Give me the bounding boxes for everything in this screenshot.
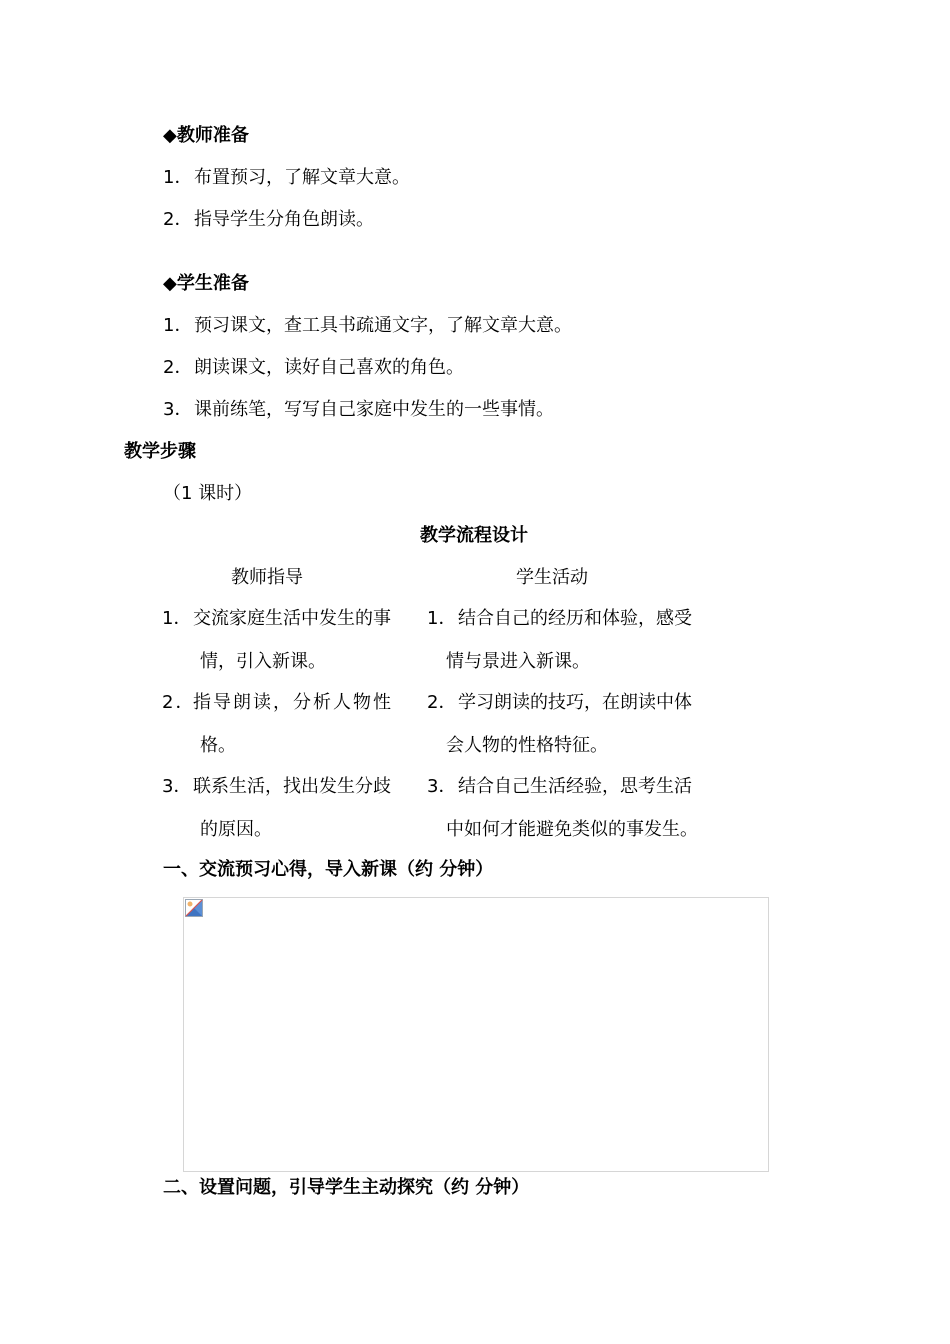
cell-number: 1． [162, 608, 192, 629]
period-note: （1 课时） [163, 483, 253, 504]
teacher-cell-continuation: 情，引入新课。 [200, 651, 326, 672]
section-heading-2: 二、设置问题，引导学生主动探究（约 分钟） [163, 1177, 530, 1198]
item-text: 朗读课文，读好自己喜欢的角色。 [194, 357, 464, 378]
teacher-prep-heading: ◆教师准备 [163, 125, 249, 146]
item-text: 指导学生分角色朗读。 [194, 209, 374, 230]
teacher-prep-item [163, 208, 374, 232]
teacher-cell [162, 607, 391, 631]
cell-text: 联系生活，找出发生分歧 [193, 776, 391, 797]
student-cell [427, 691, 692, 715]
cell-text: 学习朗读的技巧，在朗读中体 [458, 692, 692, 713]
section-heading-1: 一、交流预习心得，导入新课（约 分钟） [163, 859, 494, 880]
cell-text: 交流家庭生活中发生的事 [193, 608, 391, 629]
image-placeholder [183, 897, 769, 1172]
student-prep-item [163, 398, 554, 422]
broken-image-icon [185, 899, 203, 917]
cell-number: 1． [427, 608, 457, 629]
teacher-cell [162, 691, 393, 715]
item-number: 2． [163, 209, 193, 230]
cell-text: 结合自己生活经验，思考生活 [458, 776, 692, 797]
cell-text: 指导朗读，分析人物性 [193, 692, 393, 713]
cell-number: 3． [162, 776, 192, 797]
cell-text: 结合自己的经历和体验，感受 [458, 608, 692, 629]
teacher-prep-item [163, 166, 410, 190]
teacher-cell-continuation: 格。 [200, 735, 236, 756]
item-number: 3． [163, 399, 193, 420]
student-cell-continuation: 情与景进入新课。 [446, 651, 590, 672]
item-text: 课前练笔，写写自己家庭中发生的一些事情。 [194, 399, 554, 420]
item-number: 1． [163, 315, 193, 336]
teacher-cell-continuation: 的原因。 [200, 819, 272, 840]
flow-title: 教学流程设计 [420, 525, 528, 546]
teacher-cell [162, 775, 391, 799]
student-cell [427, 775, 692, 799]
student-cell [427, 607, 692, 631]
column-header-student: 学生活动 [516, 567, 588, 588]
item-text: 预习课文，查工具书疏通文字，了解文章大意。 [194, 315, 572, 336]
item-number: 2． [163, 357, 193, 378]
student-cell-continuation: 中如何才能避免类似的事发生。 [446, 819, 698, 840]
student-prep-item [163, 356, 464, 380]
student-cell-continuation: 会人物的性格特征。 [446, 735, 608, 756]
cell-number: 2． [162, 692, 196, 713]
student-prep-item [163, 314, 572, 338]
cell-number: 3． [427, 776, 457, 797]
item-number: 1． [163, 167, 193, 188]
steps-heading: 教学步骤 [124, 441, 196, 462]
column-header-teacher: 教师指导 [231, 567, 303, 588]
item-text: 布置预习，了解文章大意。 [194, 167, 410, 188]
student-prep-heading: ◆学生准备 [163, 273, 249, 294]
cell-number: 2． [427, 692, 457, 713]
